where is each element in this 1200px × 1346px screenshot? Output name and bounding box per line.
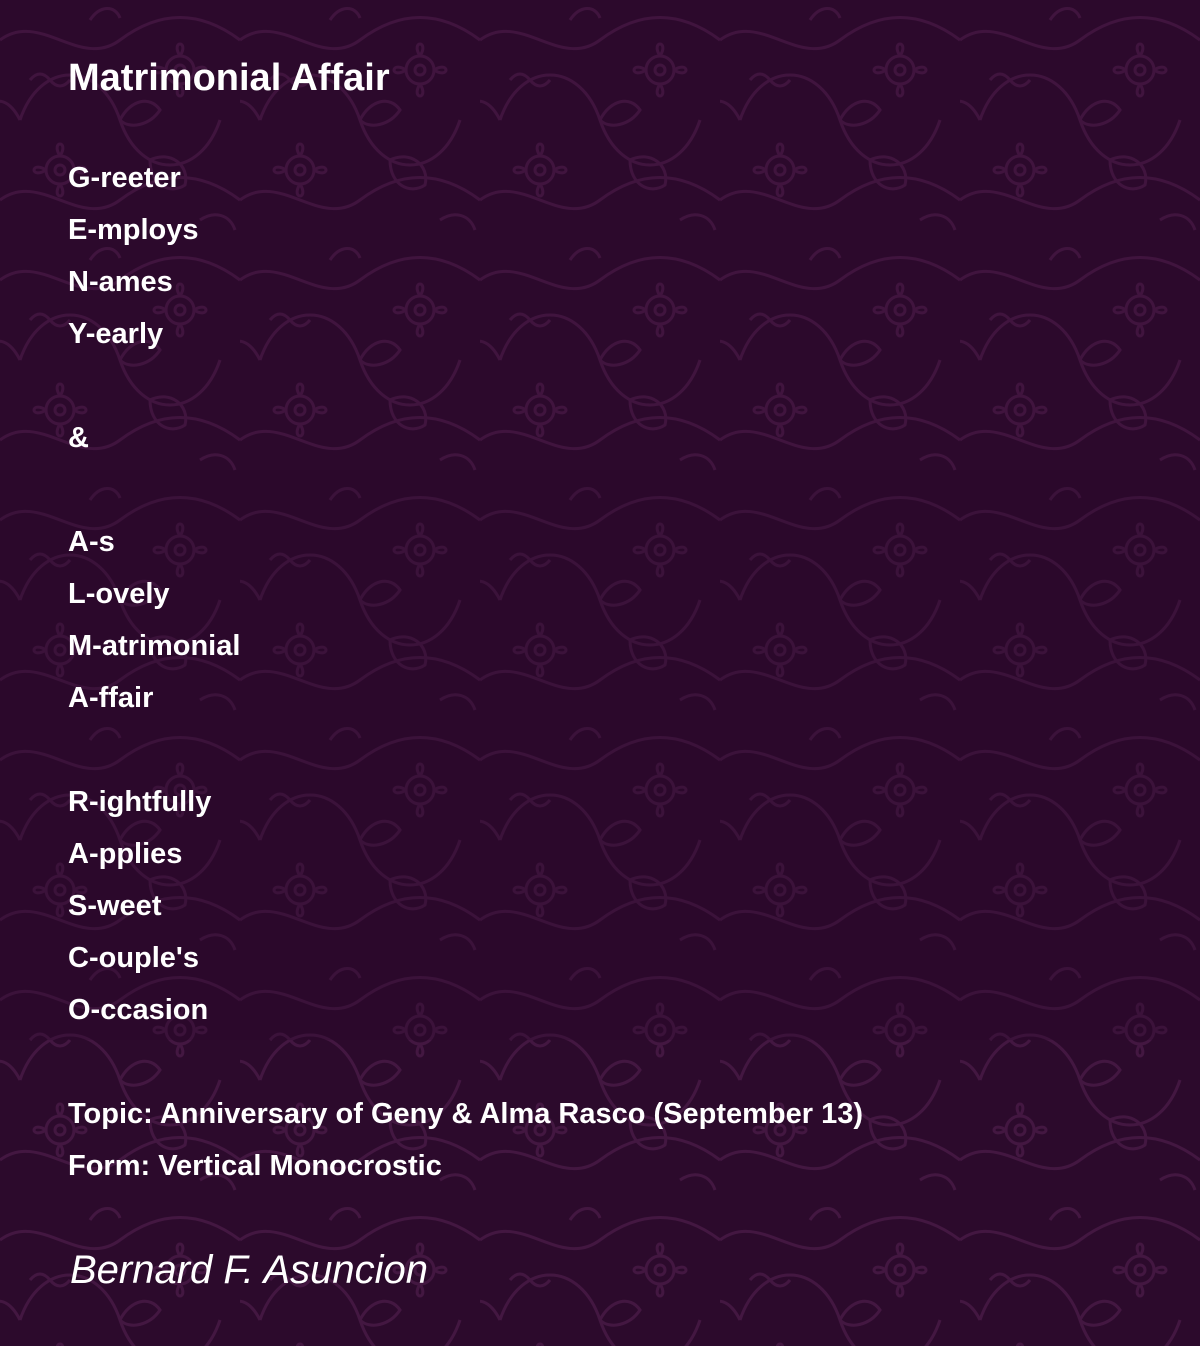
poem-line-blank [68, 464, 240, 516]
poem-lines [68, 152, 240, 1036]
poem-line: O-ccasion [68, 994, 209, 1026]
poem-line: A-pplies [68, 838, 183, 870]
poem-line: L-ovely [68, 578, 170, 610]
poem-line: A-ffair [68, 682, 154, 714]
poem-form: Form: Vertical Monocrostic [68, 1150, 442, 1182]
poem-line: R-ightfully [68, 786, 212, 818]
poem-topic: Topic: Anniversary of Geny & Alma Rasco (September 13) [68, 1098, 864, 1130]
poem-line: & [68, 422, 89, 454]
poem-line: C-ouple's [68, 942, 199, 974]
poem-line: S-weet [68, 890, 162, 922]
poem-line-blank [68, 360, 240, 412]
poem-meta [68, 1088, 863, 1192]
poem-line: E-mploys [68, 214, 199, 246]
poem-line: A-s [68, 526, 115, 558]
poem-title: Matrimonial Affair [68, 57, 390, 99]
poem-author: Bernard F. Asuncion [70, 1248, 428, 1292]
poem-line: Y-early [68, 318, 164, 350]
poem-line: M-atrimonial [68, 630, 241, 662]
poem-line: G-reeter [68, 162, 181, 194]
poem-line-blank [68, 724, 240, 776]
poem-line: N-ames [68, 266, 173, 298]
